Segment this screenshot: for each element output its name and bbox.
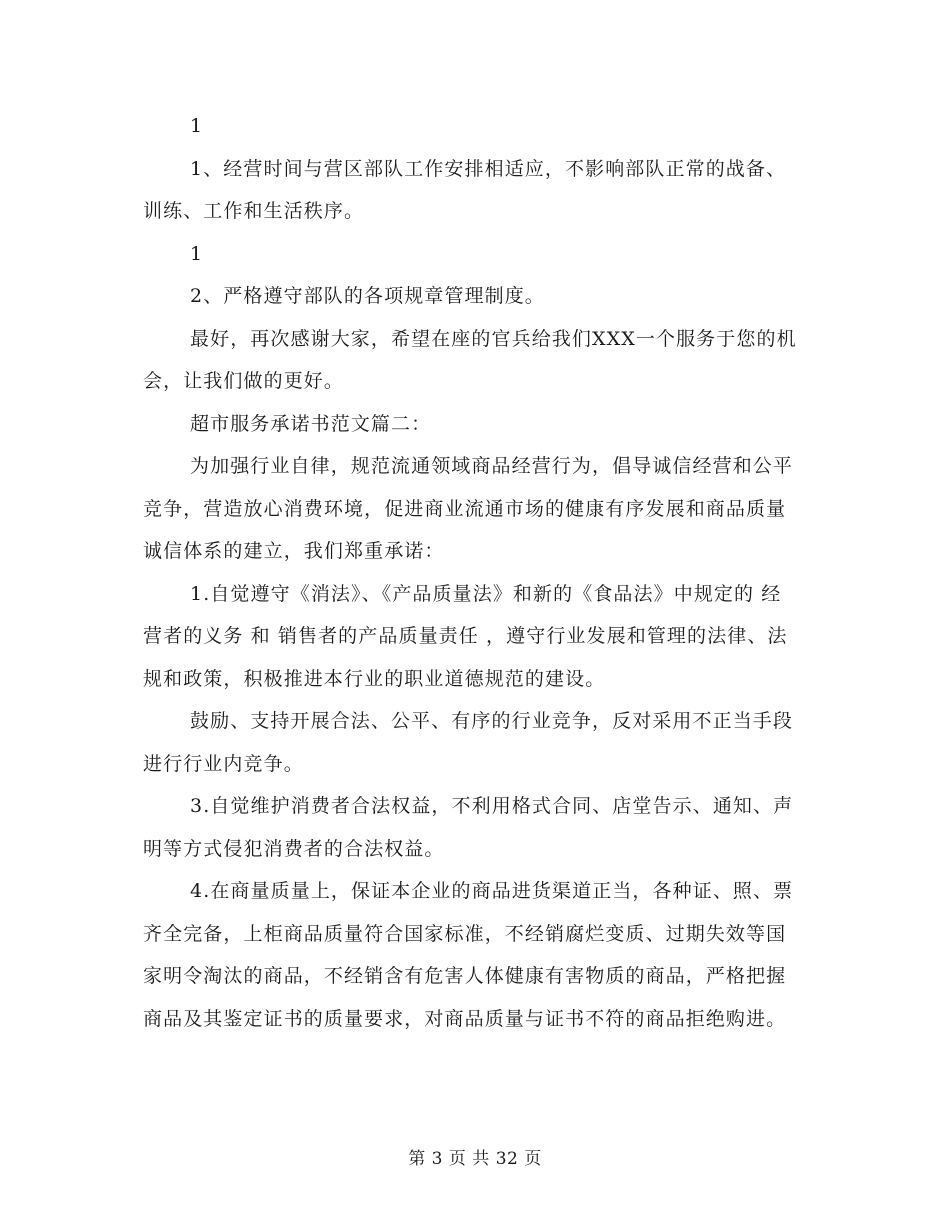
- paragraph: 1.自觉遵守《消法》、《产品质量法》和新的《食品法》中规定的 经营者的义务 和 销售者的产品质量责任 ，遵守行业发展和管理的法律、法规和政策，积极推进本行业的职业道德规范的建设。: [143, 582, 788, 690]
- section-heading: 超市服务承诺书范文篇二：: [190, 412, 432, 435]
- paragraph: 4.在商量质量上，保证本企业的商品进货渠道正当，各种证、照、票齐全完备，上柜商品质量符合国家标准，不经销腐烂变质、过期失效等国家明令淘汰的商品，不经销含有危害人体健康有害物质的商品，严格把握商品及其鉴定证书的质量要求，对商品质量与证书不符的商品拒绝购进。: [143, 880, 794, 1030]
- paragraph: 为加强行业自律，规范流通领域商品经营行为，倡导诚信经营和公平竞争，营造放心消费环境，促进商业流通市场的健康有序发展和商品质量诚信体系的建立，我们郑重承诺：: [143, 455, 794, 562]
- paragraph: 鼓励、支持开展合法、公平、有序的行业竞争，反对采用不正当手段进行行业内竞争。: [143, 710, 794, 775]
- page-number-footer: 第 3 页 共 32 页: [408, 1149, 542, 1169]
- paragraph: 3.自觉维护消费者合法权益，不利用格式合同、店堂告示、通知、声明等方式侵犯消费者的合法权益。: [143, 795, 794, 860]
- paragraph: 1、经营时间与营区部队工作安排相适应，不影响部队正常的战备、训练、工作和生活秩序。: [143, 157, 787, 222]
- paragraph: 最好，再次感谢大家，希望在座的官兵给我们XXX一个服务于您的机会，让我们做的更好。: [143, 327, 797, 392]
- paragraph: 1: [190, 242, 204, 265]
- document-body: [143, 105, 800, 1040]
- paragraph: 2、严格遵守部队的各项规章管理制度。: [190, 285, 545, 307]
- paragraph: 1: [190, 115, 204, 137]
